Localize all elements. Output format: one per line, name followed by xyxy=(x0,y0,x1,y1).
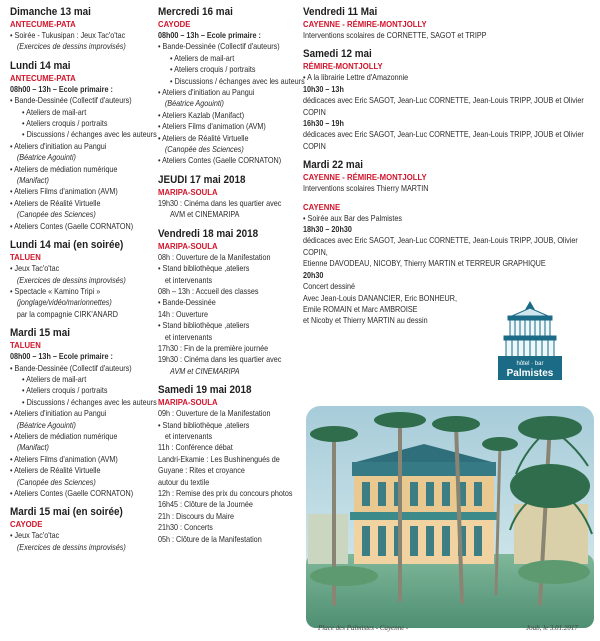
event-location: MARIPA-SOULA xyxy=(158,397,218,408)
event-line: et intervenants xyxy=(164,331,213,342)
event-line: • Ateliers d'initiation au Pangui xyxy=(10,140,107,151)
event-block xyxy=(10,239,158,320)
event-line: • Ateliers d'initiation au Pangui xyxy=(10,408,107,419)
event-location: MARIPA-SOULA xyxy=(158,186,218,197)
event-line: Emile ROMAIN et Marc AMBROISE xyxy=(303,303,418,314)
event-block xyxy=(158,228,298,377)
event-block xyxy=(10,6,158,53)
event-location: TALUEN xyxy=(10,252,41,263)
event-line: (jonglage/vidéo/marionnettes) xyxy=(16,297,112,308)
event-day-heading: Dimanche 13 mai xyxy=(10,6,91,18)
painting-caption: Place des Palmistes - Cayenne - xyxy=(318,624,409,632)
event-line: 09h : Ouverture de la Manifestation xyxy=(158,408,271,419)
event-line: • Ateliers de Réalité Virtuelle xyxy=(10,197,101,208)
event-line: (Exercices de dessins improvisés) xyxy=(16,541,126,552)
event-line: (Exercices de dessins improvisés) xyxy=(16,41,126,52)
program-column-3 xyxy=(303,6,595,334)
event-location: CAYENNE - RÉMIRE-MONTJOLLY xyxy=(303,19,427,29)
event-line: 16h45 : Clôture de la Journée xyxy=(158,499,253,510)
event-line: • Bande-Dessinée (Collectif d'auteurs) xyxy=(10,362,132,373)
event-line: • Stand bibliothèque ,ateliers xyxy=(158,263,250,274)
event-line: • Ateliers de médiation numérique xyxy=(10,163,118,174)
event-line: • Ateliers Contes (Gaelle CORNATON) xyxy=(10,220,134,231)
event-line: 05h : Clôture de la Manifestation xyxy=(158,533,262,544)
event-line: • Stand bibliothèque ,ateliers xyxy=(158,320,250,331)
event-day-heading: Samedi 12 mai xyxy=(303,48,372,61)
event-day-heading: Mardi 15 mai xyxy=(10,327,70,340)
event-location: CAYODE xyxy=(158,19,191,29)
event-line: • Ateliers Films d'animation (AVM) xyxy=(158,121,266,132)
event-day-heading: Vendredi 18 mai 2018 xyxy=(158,227,259,240)
event-line: • Bande-Dessinée xyxy=(158,297,216,308)
event-location: CAYENNE - RÉMIRE-MONTJOLLY xyxy=(303,172,427,183)
event-day-heading: Mardi 22 mai xyxy=(303,159,363,172)
event-line: (Canopée des Sciences) xyxy=(16,209,96,220)
event-line: (Canopée des Sciences) xyxy=(16,476,96,487)
event-day-heading: Samedi 19 mai 2018 xyxy=(158,384,252,397)
event-line: dédicaces avec Eric SAGOT, Jean-Luc CORNETTE, Jean-Louis TRIPP, JOUB et Olivier COPIN xyxy=(303,95,584,117)
event-line: • Ateliers Films d'animation (AVM) xyxy=(10,453,118,464)
event-line: • Ateliers croquis / portraits xyxy=(22,385,108,396)
event-line: 12h : Remise des prix du concours photos xyxy=(158,488,293,498)
event-line: Avec Jean-Louis DANANCIER, Eric BONHEUR, xyxy=(303,292,457,303)
event-day-heading: Lundi 14 mai (en soirée) xyxy=(10,239,124,252)
event-line: (Exercices de dessins improvisés) xyxy=(16,274,126,285)
event-location: ANTECUME-PATA xyxy=(10,19,76,29)
event-line: • Discussions / échanges avec les auteurs xyxy=(170,75,305,86)
event-line: • Ateliers de Réalité Virtuelle xyxy=(158,132,249,143)
event-line: (Manifact) xyxy=(16,175,49,186)
logo-name: Palmistes xyxy=(506,368,554,379)
event-block xyxy=(303,48,595,152)
event-line: • Spectacle « Kamino Tripi » xyxy=(10,285,101,296)
event-line: • Ateliers Films d'animation (AVM) xyxy=(10,186,118,197)
event-line: 20h30 xyxy=(303,269,324,280)
event-line: autour du textile xyxy=(158,476,210,487)
event-line: Concert dessiné xyxy=(303,281,356,292)
palmistes-logo xyxy=(498,300,562,382)
watercolor-illustration xyxy=(304,404,596,636)
event-line: • Ateliers croquis / portraits xyxy=(22,118,108,129)
event-line: et Nicoby et Thierry MARTIN au dessin xyxy=(303,315,428,326)
event-line: (Béatrice Agouinti) xyxy=(164,98,224,109)
event-line: 08h : Ouverture de la Manifestation xyxy=(158,251,271,262)
event-line: 08h00 – 13h – Ecole primaire : xyxy=(158,30,261,40)
event-line: AVM et CINEMARIPA xyxy=(170,365,240,376)
event-line: (Béatrice Agouinti) xyxy=(16,419,76,430)
event-block xyxy=(158,174,298,221)
event-line: 14h : Ouverture xyxy=(158,308,209,319)
event-line: 11h : Conférence débat xyxy=(158,442,233,453)
logo-small-text: hôtel · bar xyxy=(516,361,544,367)
event-line: • Ateliers d'initiation au Pangui xyxy=(158,87,255,98)
event-line: Etienne DAVODEAU, NICOBY, Thierry MARTIN et TERREUR GRAPHIQUE xyxy=(303,258,546,269)
painting-signature: Joub, le 3.01.2017 xyxy=(526,624,578,632)
program-column-1 xyxy=(10,6,158,560)
event-location: CAYODE xyxy=(10,519,43,530)
event-line: 19h30 : Cinéma dans les quartier avec xyxy=(158,354,282,365)
event-line: Guyane : Rites et croyance xyxy=(158,465,245,476)
event-line: 21h : Discours du Maire xyxy=(158,510,235,521)
event-location: MARIPA-SOULA xyxy=(158,240,218,251)
event-line: • Ateliers de mail-art xyxy=(170,52,235,63)
hotel-building-icon xyxy=(498,300,562,382)
event-line: 08h00 – 13h – Ecole primaire : xyxy=(10,83,113,94)
event-line: • A la librairie Lettre d'Amazonnie xyxy=(303,72,409,83)
event-line: 21h30 : Concerts xyxy=(158,522,213,533)
event-block xyxy=(10,60,158,232)
event-line: et intervenants xyxy=(164,430,213,441)
event-line: Landri-Ekamie : Les Bushinengués de xyxy=(158,453,280,464)
event-location: TALUEN xyxy=(10,340,41,351)
event-line: • Discussions / échanges avec les auteurs xyxy=(22,396,157,407)
event-line: • Stand bibliothèque ,ateliers xyxy=(158,419,250,430)
event-line: • Soirée aux Bar des Palmistes xyxy=(303,212,403,223)
event-line: Interventions scolaires Thierry MARTIN xyxy=(303,183,429,194)
event-day-heading: Mercredi 16 mai xyxy=(158,6,233,18)
event-line: AVM et CINEMARIPA xyxy=(170,209,240,220)
program-column-2 xyxy=(158,6,305,552)
event-line: • Ateliers croquis / portraits xyxy=(170,64,256,75)
event-line: • Bande-Dessinée (Collectif d'auteurs) xyxy=(158,41,280,52)
event-location: CAYENNE xyxy=(303,201,341,212)
event-line: dédicaces avec Eric SAGOT, Jean-Luc CORNETTE, Jean-Louis TRIPP, JOUB et Olivier COPIN xyxy=(303,129,584,151)
event-line: • Ateliers de médiation numérique xyxy=(10,430,118,441)
event-line: (Canopée des Sciences) xyxy=(164,144,244,155)
event-line: 18h30 – 20h30 xyxy=(303,224,352,235)
event-day-heading: Vendredi 11 Mai xyxy=(303,6,378,18)
event-line: (Manifact) xyxy=(16,442,49,453)
event-line: Interventions scolaires de CORNETTE, SAGOT et TRIPP xyxy=(303,30,487,40)
event-line: 08h00 – 13h – Ecole primaire : xyxy=(10,351,113,362)
event-line: 19h30 : Cinéma dans les quartier avec xyxy=(158,197,282,208)
event-line: • Ateliers Kazlab (Manifact) xyxy=(158,109,245,120)
event-line: et intervenants xyxy=(164,274,213,285)
event-location: RÉMIRE-MONTJOLLY xyxy=(303,61,383,72)
event-block xyxy=(10,327,158,499)
event-line: (Béatrice Agouinti) xyxy=(16,152,76,163)
event-line: dédicaces avec Eric SAGOT, Jean-Luc CORNETTE, Jean-Louis TRIPP, JOUB, Olivier COPIN, xyxy=(303,235,578,257)
event-day-heading: Mardi 15 mai (en soirée) xyxy=(10,506,123,519)
event-line: • Bande-Dessinée (Collectif d'auteurs) xyxy=(10,95,132,106)
event-line: • Ateliers de mail-art xyxy=(22,373,87,384)
event-line: • Ateliers Contes (Gaelle CORNATON) xyxy=(10,488,134,498)
event-line: 10h30 – 13h xyxy=(303,83,344,94)
event-line: • Jeux Tac'o'tac xyxy=(10,530,60,541)
event-location: ANTECUME-PATA xyxy=(10,72,76,83)
event-block xyxy=(10,506,158,553)
event-line: 17h30 : Fin de la première journée xyxy=(158,342,269,353)
event-block xyxy=(303,159,595,194)
event-line: • Ateliers de Réalité Virtuelle xyxy=(10,465,101,476)
event-line: par la compagnie CIRK'ANARD xyxy=(16,308,118,319)
event-line: 08h – 13h : Accueil des classes xyxy=(158,285,259,296)
event-line: 16h30 – 19h xyxy=(303,118,344,129)
event-block xyxy=(158,384,298,545)
event-line: • Discussions / échanges avec les auteurs xyxy=(22,129,157,140)
event-day-heading: Lundi 14 mai xyxy=(10,59,71,72)
event-line: • Ateliers de mail-art xyxy=(22,106,87,117)
event-block xyxy=(303,6,595,41)
event-line: • Soirée - Tukusipan : Jeux Tac'o'tac xyxy=(10,30,126,40)
event-line: • Jeux Tac'o'tac xyxy=(10,263,60,274)
event-block xyxy=(158,6,305,167)
event-line: • Ateliers Contes (Gaelle CORNATON) xyxy=(158,155,282,166)
event-day-heading: JEUDI 17 mai 2018 xyxy=(158,173,246,186)
